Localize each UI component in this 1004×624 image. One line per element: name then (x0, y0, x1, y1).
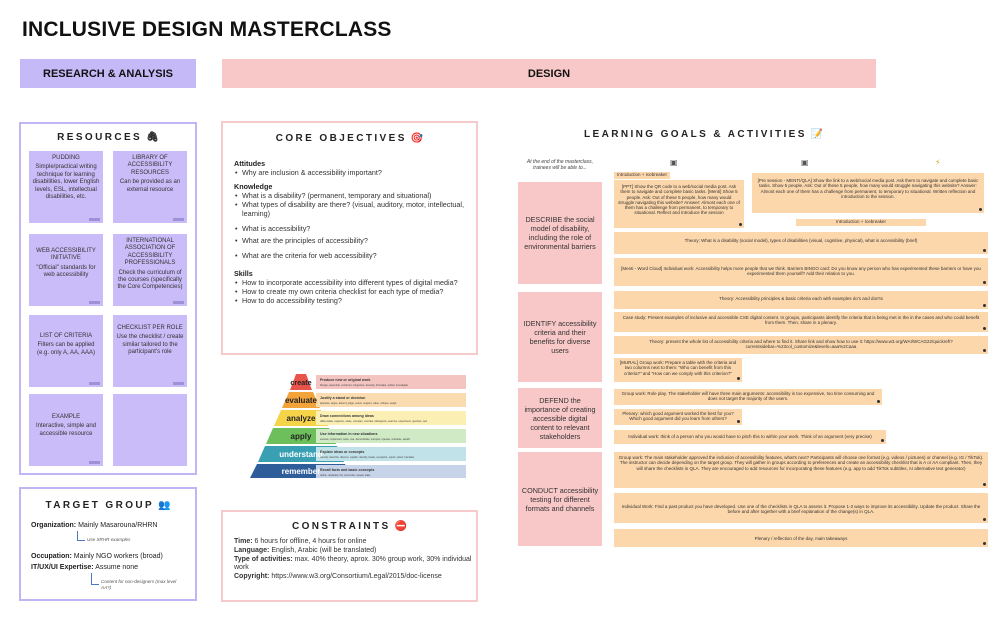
list-item: • Why are inclusion & accessibility important? (234, 168, 470, 177)
list-item: • What types of disability are there? (visual, auditory, motor, intellectual, learning) (234, 200, 470, 218)
intro-tag[interactable]: Introduction + Icebreaker (614, 172, 670, 179)
list-item: • What is accessibility? (234, 224, 470, 233)
skills-list (234, 278, 470, 305)
pyramid-label-analyze: analyze (286, 414, 316, 423)
knowledge-list (234, 224, 470, 245)
activity-card[interactable]: Plenary: which good argument worked the best for you? Which good argument did you learn from others? (614, 409, 742, 425)
expertise-line: IT/UX/UI Expertise: Assume none (31, 564, 139, 571)
sticky-body: Simple/practical writing technique for learning disabilities, lower English levels, ESL, intellectual disabilities, etc. (32, 164, 100, 201)
pyramid-label-apply: apply (290, 432, 312, 441)
sticky-note[interactable] (113, 234, 187, 306)
learning-goal[interactable]: DESCRIBE the social model of disability, including the role of environmental barriers (518, 182, 602, 284)
organization-note: Use SRHR examples (87, 537, 131, 542)
organization-line: Organization: Mainly Masarouna/RHRN (31, 522, 158, 529)
people-icon: 👥 (158, 500, 171, 511)
sticky-title: WEB ACCESSIBILITY INITIATIVE (36, 248, 96, 262)
activity-card[interactable]: Case study: Present examples of inclusive and accessible CSE digital content. In groups, participants identify the criteria that is being met in the in the cases and who could benefit from them. Then, share in a plenary. (614, 312, 988, 332)
sticky-note[interactable] (29, 394, 103, 466)
pyramid-label-create: create (290, 378, 312, 387)
activity-card[interactable]: Group work: Role play. The stakeholder will have three main arguments: accessibility is too expensive, too time consuming and does not target the majority of the users. (614, 389, 882, 405)
sticky-body: Use the checklist / create similar tailored to the participant's role (116, 334, 184, 356)
activity-card[interactable]: Individual Work: Find a past product you have developed. Use one of the checklists in QLA to assess it. Propose 1-3 ways to improve its accessibility. Update the product. Share the before and after together with a brief explanation of the change(s) in QLA. (614, 493, 988, 523)
sticky-body: Check the curriculum of the courses (specifically the Core Competencies) (117, 269, 183, 291)
learning-goal[interactable]: DEFEND the importance of creating accessible digital content to relevant stakeholders (518, 388, 602, 448)
sticky-body: Filters can be applied (e.g. only A, AA, AAA) (36, 342, 96, 356)
activity-card[interactable]: [Pre session - MENTI/QLA] Show the link to a web/social media post. Ask them to navigate and complete basic tasks. Show 5 people. Ask: Out of these 5 people, how many would struggle navigating this website? Answer: Almost each one of them has a challenge from permanent, to temporary to situational. Written reflection and introduction to the session. (752, 173, 984, 213)
flash-icon: ⚡ (935, 158, 941, 167)
sticky-title: PUDDING (52, 155, 80, 161)
memo-icon: 📝 (810, 129, 824, 140)
core-objectives-title: CORE OBJECTIVES 🎯 (275, 133, 424, 144)
page-title: INCLUSIVE DESIGN MASTERCLASS (22, 18, 392, 41)
constraint-activities: Type of activities: max. 40% theory, aprox. 30% group work, 30% individual work (234, 555, 472, 572)
activity-card[interactable]: [Menti - Word Cloud] Individual work: Accessibility helps more people that we think. Barriers BINGO card: Do you know any person who has experimented these barriers or have you experimented them yourself? Add their relation to you. (614, 258, 988, 286)
sticky-title: CHECKLIST PER ROLE (117, 325, 183, 331)
pyramid-desc-title: Use information in new situations (320, 432, 378, 436)
blocked-icon: ⛔ (394, 521, 408, 532)
list-item: • What are the principles of accessibility? (234, 236, 470, 245)
sticky-note[interactable] (113, 151, 187, 223)
sticky-note-empty[interactable] (113, 394, 187, 466)
activity-card[interactable]: Theory: present the whole list of accessibility criteria and where to find it. Share link and show how to use it: https://www.w3.org/WAI/WCAG22/quickref/?currentsidebar=%23col_customize&levels=aaa%2Caaa (614, 336, 988, 354)
online-icon: ▣ (801, 158, 809, 167)
sticky-note[interactable] (29, 315, 103, 387)
occupation-line: Occupation: Mainly NGO workers (broad) (31, 553, 163, 560)
knowledge-list (234, 251, 470, 260)
bloom-pyramid (230, 372, 470, 480)
activity-card[interactable]: Theory: What is a disability (social model), types of disabilities (visual, cognitive, physical), what is accessibility (brief) (614, 232, 988, 254)
skills-label: Skills (234, 269, 253, 278)
sticky-body: "Official" standards for web accessibility (36, 264, 96, 279)
bloom-pyramid-graphic (230, 372, 470, 480)
learning-goals-title: LEARNING GOALS & ACTIVITIES 📝 (584, 129, 824, 140)
knowledge-label: Knowledge (234, 182, 273, 191)
design-header: DESIGN (222, 59, 876, 88)
sticky-title: LIST OF CRITERIA (39, 333, 93, 339)
attitudes-label: Attitudes (234, 159, 266, 168)
activity-card[interactable]: Theory: Accessibility principles & basic criteria each with examples do's and don'ts (614, 291, 988, 309)
pyramid-desc-text: Design, assemble, construct, conjecture, develop, formulate, author, investigate (320, 384, 408, 387)
pyramid-desc-text: classify, describe, discuss, explain, identify, locate, recognize, report, select, translate (320, 456, 415, 459)
list-item: • How to create my own criteria checklist for each type of media? (234, 287, 470, 296)
pyramid-label-evaluate: evaluate (284, 396, 318, 405)
activity-card[interactable]: Group work: The main stakeholder approved the inclusion of accessibility features, what's next? Participants will choose one format (e.g. videos / pictures) or channel (e.g. IG / TikTok). The instructor can decide depending on the target group. They will gather in groups according to preferences and create an accessibility checklist that is A or AA compliant. Then, they will share the checklists in QLA. They are encouraged to add resources for incorporating these features (e.g. app to add TikTok subtitles, AI alternative text generator) (614, 452, 988, 488)
list-item: • How to do accessibility testing? (234, 296, 470, 305)
constraint-copyright: Copyright: https://www.w3.org/Consortium/Legal/2015/doc-license (234, 573, 442, 581)
target-group-frame[interactable] (19, 487, 197, 601)
list-item: • What is a disability? (permanent, temporary and situational) (234, 191, 470, 200)
core-objectives-frame[interactable] (221, 121, 478, 355)
resources-title: RESOURCES 🖇 (57, 132, 159, 143)
sticky-body: Interactive, simple and accessible resource (35, 423, 97, 437)
activity-card[interactable]: Individual work: think of a person who you would have to pitch this to within your work. Think of an argument (very precise) (614, 430, 886, 444)
pyramid-label-understand: understand (279, 450, 323, 459)
sticky-title: INTERNATIONAL ASSOCIATION OF ACCESSIBILITY PROFESSIONALS (124, 238, 176, 267)
activity-card[interactable]: Plenary / reflection of the day, main takeaways (614, 529, 988, 547)
list-item: • How to incorporate accessibility into different types of digital media? (234, 278, 470, 287)
learning-goal[interactable]: CONDUCT accessibility testing for different formats and channels (518, 452, 602, 546)
constraint-time: Time: 6 hours for offline, 4 hours for online (234, 538, 367, 545)
learning-goals-intro: At the end of the masterclass, trainees will be able to... (526, 159, 594, 171)
sticky-title: LIBRARY OF ACCESSIBILITY RESOURCES (127, 155, 173, 176)
pyramid-desc-text: define, duplicate, list, memorize, repeat, state (320, 474, 371, 477)
sticky-note[interactable] (113, 315, 187, 387)
constraints-title: CONSTRAINTS ⛔ (291, 521, 408, 532)
constraint-language: Language: English, Arabic (will be translated) (234, 546, 377, 554)
attitudes-list (234, 168, 470, 177)
list-item: • What are the criteria for web accessibility? (234, 251, 470, 260)
pyramid-desc-title: Recall facts and basic concepts (320, 468, 375, 472)
resources-frame[interactable] (19, 122, 197, 475)
target-group-title: TARGET GROUP 👥 (45, 500, 171, 511)
pyramid-desc-text: differentiate, organize, relate, compare, contrast, distinguish, examine, experiment, question, test (320, 420, 428, 423)
pyramid-label-remember: remember (281, 467, 321, 476)
constraints-body (234, 538, 472, 582)
activity-card[interactable]: [PPT] Show the QR code to a web/social media post. Ask them to navigate and complete basic tasks. [Menti] Show 5 people. Ask: Out of these 5 people, how many would struggle navigating this website? Answer: Almost each one of them has a challenge from permanent, to temporary to situational. Reflect and introduce the session (614, 180, 744, 228)
target-icon: 🎯 (410, 133, 424, 144)
pyramid-desc-title: Produce new or original work (320, 378, 371, 382)
sticky-note[interactable] (29, 234, 103, 306)
constraints-frame[interactable] (221, 510, 478, 602)
sticky-title: EXAMPLE (51, 414, 81, 420)
pyramid-desc-text: execute, implement, solve, use, demonstrate, interpret, operate, schedule, sketch (320, 438, 411, 441)
pyramid-desc-title: Justify a stand or decision (320, 396, 366, 400)
objectives-body (234, 159, 470, 305)
offline-icon: ▣ (670, 158, 678, 167)
sticky-note[interactable] (29, 151, 103, 223)
intro-tag[interactable]: Introduction + Icebreaker (796, 219, 926, 226)
knowledge-list (234, 191, 470, 218)
learning-goal[interactable]: IDENTIFY accessibility criteria and their benefits for diverse users (518, 292, 602, 382)
expertise-note: Content for non-designers (max level AA?) (101, 579, 177, 590)
pyramid-desc-text: appraise, argue, defend, judge, select, support, value, critique, weigh (320, 402, 397, 405)
sticky-body: Can be provided as an external resource (119, 179, 181, 193)
research-header: RESEARCH & ANALYSIS (20, 59, 196, 88)
pyramid-desc-title: Draw connections among ideas (320, 414, 374, 418)
pyramid-desc-title: Explain ideas or concepts (320, 450, 365, 454)
activity-card[interactable]: [MURAL] Group work: Prepare a table with the criteria and two columns next to them: "Who can benefit from this criteria?" and "How can we comply with this criterion?" (614, 358, 742, 382)
paperclip-icon: 🖇 (146, 132, 159, 143)
